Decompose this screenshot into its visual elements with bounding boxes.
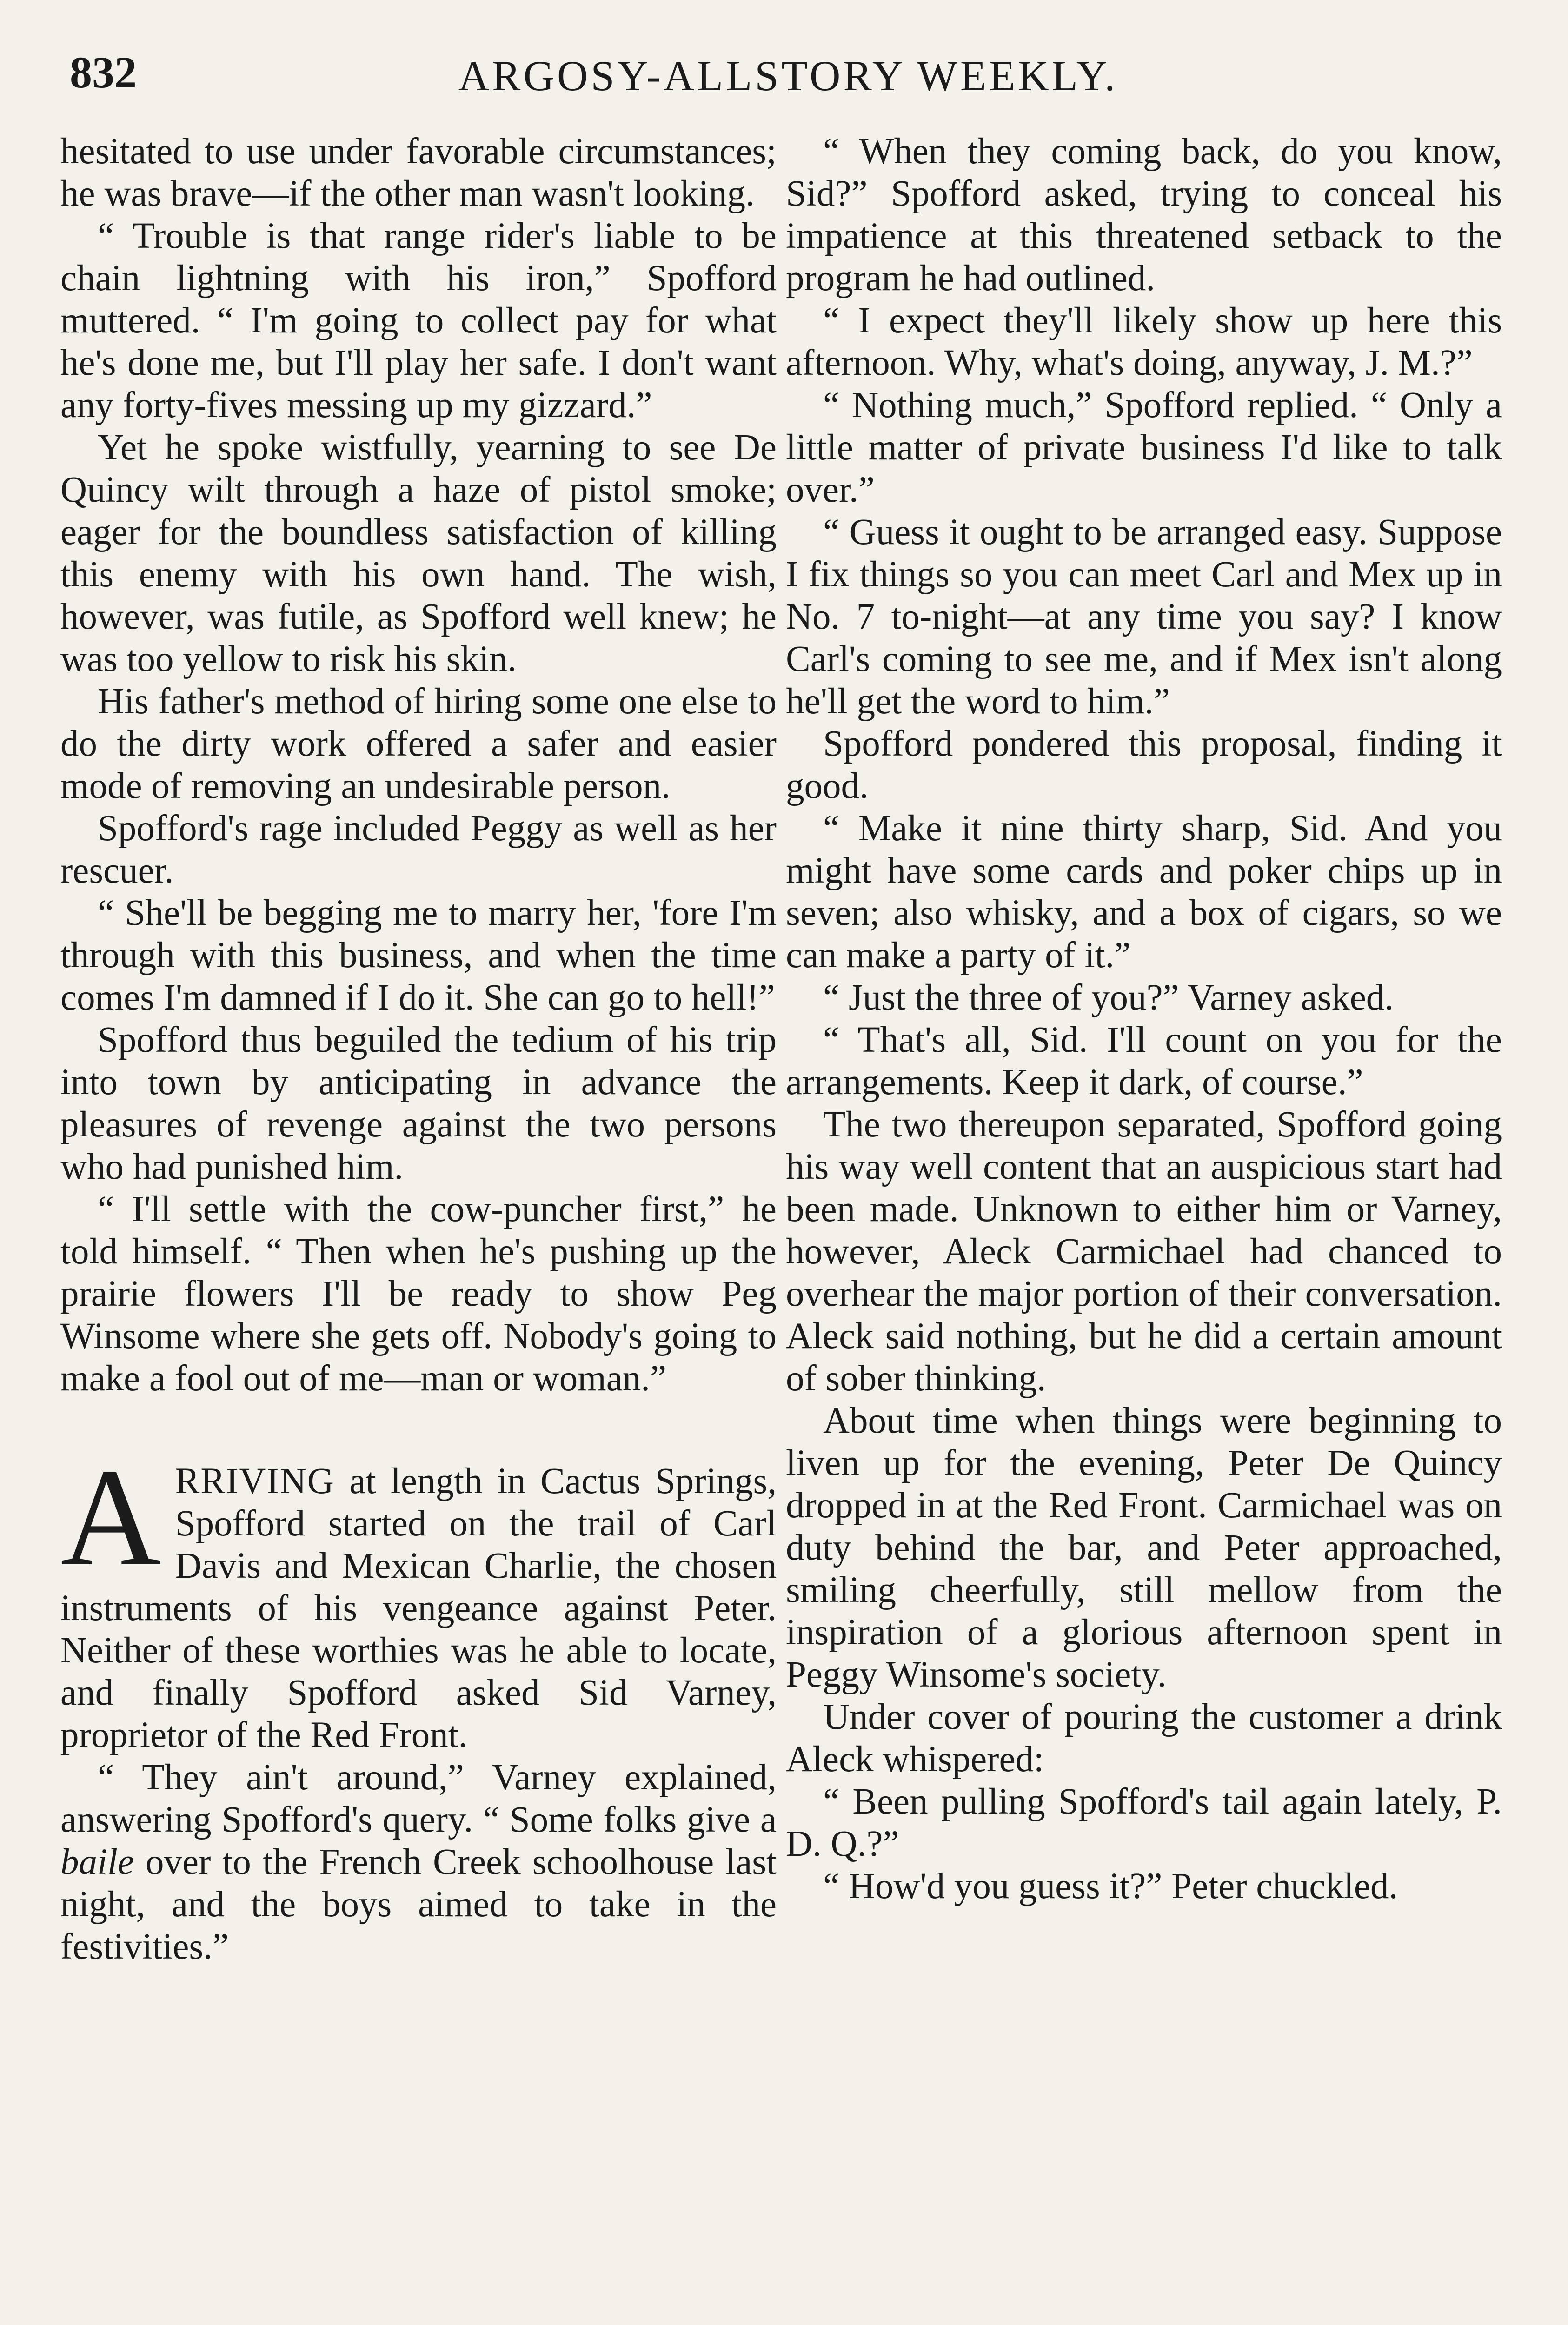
- page-number: 832: [70, 47, 137, 97]
- italic-word: baile: [60, 1842, 134, 1882]
- running-title: ARGOSY-ALLSTORY WEEKLY.: [458, 52, 1118, 100]
- paragraph: About time when things were beginning to liven up for the evening, Peter De Quincy dropped in at the Red Front. Carmichael was on duty behind the bar, and Peter approached, smiling cheerfully, still mellow from the inspiration of a glorious afternoon spent in Peggy Winsome's society.: [786, 1401, 1502, 1695]
- paragraph: “ Trouble is that range rider's liable to be chain lightning with his iron,” Spofford muttered. “ I'm going to collect pay for what he's done me, but I'll play her safe. I don't want any forty-fives messing up my gizzard.”: [60, 216, 777, 425]
- section-start: [60, 1440, 777, 1756]
- paragraph: The two thereupon separated, Spofford going his way well content that an auspicious start had been made. Unknown to either him or Varney, however, Aleck Carmichael had chanced to overhear the major portion of their conversation. Aleck said nothing, but he did a certain amount of sober thinking.: [786, 1104, 1502, 1399]
- paragraph: “ How'd you guess it?” Peter chuckled.: [823, 1866, 1398, 1906]
- paragraph: “ Been pulling Spofford's tail again lately, P. D. Q.?”: [786, 1781, 1502, 1864]
- paragraph: Under cover of pouring the customer a drink Aleck whispered:: [786, 1697, 1502, 1780]
- paragraph: His father's method of hiring some one else to do the dirty work offered a safer and easier mode of removing an undesirable person.: [60, 681, 777, 806]
- paragraph: Spofford pondered this proposal, finding it good.: [786, 724, 1502, 806]
- paragraph: “ She'll be begging me to marry her, 'fore I'm through with this business, and when the time comes I'm damned if I do it. She can go to hell!”: [60, 893, 777, 1018]
- drop-cap: A: [60, 1440, 161, 1594]
- small-caps-lead: RRIVING: [175, 1461, 335, 1501]
- page-header: [70, 42, 1507, 112]
- paragraph: “ I expect they'll likely show up here this afternoon. Why, what's doing, anyway, J. M.?”: [786, 300, 1502, 383]
- paragraph: “ When they coming back, do you know, Sid?” Spofford asked, trying to conceal his impatience at this threatened setback to the program he had outlined.: [786, 131, 1502, 299]
- paragraph: “ Make it nine thirty sharp, Sid. And you might have some cards and poker chips up in seven; also whisky, and a box of cigars, so we can make a party of it.”: [786, 808, 1502, 976]
- right-column: [786, 130, 1502, 2325]
- left-column: [60, 130, 777, 2325]
- paragraph: Spofford's rage included Peggy as well as her rescuer.: [60, 808, 777, 891]
- paragraph-text: “ They ain't around,” Varney explained, answering Spofford's query. “ Some folks give a: [60, 1757, 777, 1840]
- paragraph: hesitated to use under favorable circumstances; he was brave—if the other man wasn't looking.: [60, 131, 777, 214]
- paragraph: “ I'll settle with the cow-puncher first,” he told himself. “ Then when he's pushing up the prairie flowers I'll be ready to show Peg Winsome where she gets off. Nobody's going to make a fool out of me—man or woman.”: [60, 1189, 777, 1399]
- paragraph: [60, 1756, 777, 1968]
- paragraph: “ Nothing much,” Spofford replied. “ Only a little matter of private business I'd like to talk over.”: [786, 385, 1502, 510]
- paragraph: “ Just the three of you?” Varney asked.: [823, 977, 1394, 1018]
- paragraph: [60, 1440, 777, 1756]
- paragraph: Spofford thus beguiled the tedium of his trip into town by anticipating in advance the pleasures of revenge against the two persons who had punished him.: [60, 1020, 777, 1187]
- paragraph-text: over to the French Creek schoolhouse last night, and the boys aimed to take in the festivities.”: [60, 1842, 777, 1967]
- paragraph: “ Guess it ought to be arranged easy. Suppose I fix things so you can meet Carl and Mex up in No. 7 to-night—at any time you say? I know Carl's coming to see me, and if Mex isn't along he'll get the word to him.”: [786, 512, 1502, 722]
- paragraph: Yet he spoke wistfully, yearning to see De Quincy wilt through a haze of pistol smoke; eager for the boundless satisfaction of killing this enemy with his own hand. The wish, however, was futile, as Spofford well knew; he was too yellow to risk his skin.: [60, 427, 777, 679]
- paragraph: “ That's all, Sid. I'll count on you for the arrangements. Keep it dark, of course.”: [786, 1020, 1502, 1103]
- paragraph-text: at length in Cactus Springs, Spofford started on the trail of Carl Davis and Mexican Charlie, the chosen instruments of his vengeance against Peter. Neither of these worthies was he able to locate, and finally Spofford asked Sid Varney, proprietor of the Red Front.: [60, 1461, 777, 1755]
